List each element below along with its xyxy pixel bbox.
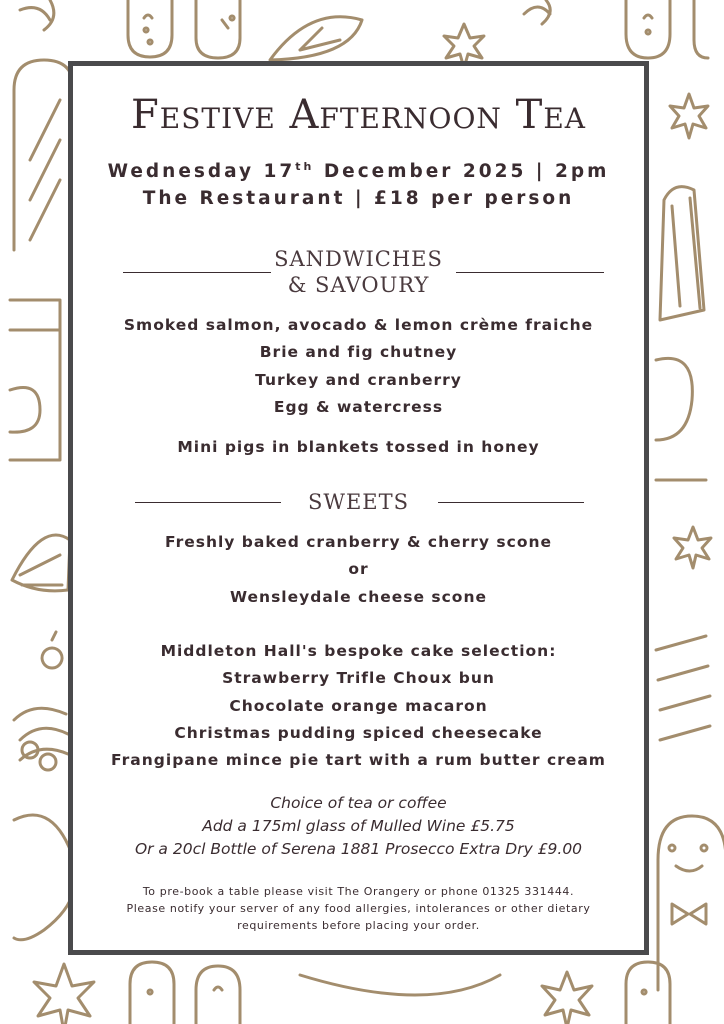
drinks-line: Or a 20cl Bottle of Serena 1881 Prosecco Extra Dry £9.00 — [134, 840, 583, 858]
menu-card — [68, 61, 649, 955]
plate-icon — [300, 975, 500, 995]
list-item: Christmas pudding spiced cheesecake — [174, 724, 543, 742]
gingerbread-icon — [128, 0, 172, 57]
gingerbread-icon — [196, 0, 240, 58]
star-anise-icon — [670, 94, 708, 138]
list-item: Freshly baked cranberry & cherry scone — [164, 533, 553, 551]
list-item: or — [348, 560, 369, 578]
mug-icon — [656, 358, 706, 480]
date-text: Wednesday 17 — [107, 161, 296, 183]
star-anise-icon — [34, 964, 94, 1024]
cinnamon-stick-icon — [656, 636, 710, 740]
event-date-line — [73, 160, 644, 182]
list-item: Middleton Hall's bespoke cake selection: — [160, 642, 557, 660]
gingerbread-icon — [626, 962, 670, 1024]
cherry-icon — [42, 632, 62, 668]
section-heading-line: & SAVOURY — [287, 273, 430, 297]
leaf-icon — [20, 0, 54, 30]
drinks-line: Choice of tea or coffee — [270, 794, 447, 812]
candy-cane-icon — [14, 60, 74, 250]
list-item: Smoked salmon, avocado & lemon crème fraiche — [123, 316, 594, 334]
booking-note: To pre-book a table please visit The Orangery or phone 01325 331444. — [142, 885, 575, 898]
list-item: Turkey and cranberry — [255, 371, 462, 389]
section-heading-savoury — [73, 246, 644, 298]
list-item: Egg & watercress — [273, 398, 444, 416]
allergy-note: requirements before placing your order. — [237, 919, 480, 932]
venue-price-line: The Restaurant | £18 per person — [142, 188, 575, 209]
gingerbread-icon — [626, 0, 670, 58]
mug-icon — [10, 300, 60, 460]
section-heading-line: SANDWICHES — [274, 247, 443, 271]
list-item: Chocolate orange macaron — [229, 697, 488, 715]
orange-slice-icon — [270, 17, 362, 60]
list-item: Mini pigs in blankets tossed in honey — [177, 438, 540, 456]
gingerbread-man-icon — [658, 816, 724, 990]
list-item: Strawberry Trifle Choux bun — [222, 669, 495, 687]
orange-slice-icon — [12, 535, 70, 591]
star-anise-icon — [674, 527, 711, 568]
section-heading-sweets: SWEETS — [307, 490, 410, 514]
allergy-note: Please notify your server of any food allergies, intolerances or other dietary — [126, 902, 591, 915]
list-item: Frangipane mince pie tart with a rum butter cream — [111, 751, 606, 769]
date-suffix: th — [295, 160, 315, 173]
drinks-line: Add a 175ml glass of Mulled Wine £5.75 — [202, 817, 515, 835]
list-item: Brie and fig chutney — [259, 343, 458, 361]
scroll-icon — [660, 187, 704, 320]
list-item: Wensleydale cheese scone — [229, 588, 487, 606]
date-time-text: December 2025 | 2pm — [314, 161, 610, 183]
gingerbread-icon — [130, 962, 174, 1024]
page-title: Festive Afternoon Tea — [131, 92, 586, 138]
star-anise-icon — [542, 972, 592, 1024]
